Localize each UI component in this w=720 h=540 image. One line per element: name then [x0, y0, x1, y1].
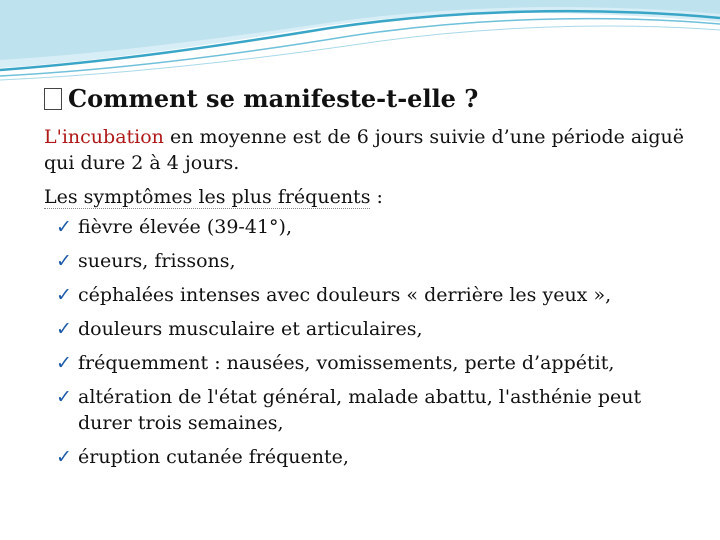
- header-wave-decoration: [0, 0, 720, 90]
- check-icon: ✓: [56, 318, 72, 340]
- list-item: ✓ céphalées intenses avec douleurs « derrière les yeux »,: [56, 284, 612, 306]
- list-item: ✓ sueurs, frissons,: [56, 250, 236, 272]
- list-item: ✓ altération de l'état général, malade abattu, l'asthénie peut durer trois semaines,: [56, 386, 642, 434]
- check-icon: ✓: [56, 352, 72, 374]
- symptoms-heading: [44, 184, 694, 210]
- check-icon: ✓: [56, 216, 72, 238]
- incubation-paragraph: [44, 124, 694, 176]
- check-icon: ✓: [56, 386, 72, 408]
- check-icon: ✓: [56, 284, 72, 306]
- list-item: ✓ fièvre élevée (39-41°),: [56, 216, 292, 238]
- symptoms-list: [44, 214, 694, 470]
- symptoms-label: Les symptômes les plus fréquents: [44, 186, 371, 208]
- slide-body: [44, 124, 694, 478]
- slide-title-text: Comment se manifeste-t-elle ?: [68, 84, 479, 113]
- symptoms-suffix: :: [370, 186, 383, 208]
- list-item: ✓ douleurs musculaire et articulaires,: [56, 318, 423, 340]
- list-item: ✓ fréquemment : nausées, vomissements, perte d’appétit,: [56, 352, 615, 374]
- check-icon: ✓: [56, 250, 72, 272]
- incubation-highlight: L'incubation: [44, 126, 164, 148]
- check-icon: ✓: [56, 446, 72, 468]
- list-item: ✓ éruption cutanée fréquente,: [56, 446, 349, 468]
- incubation-text: en moyenne est de 6 jours suivie d’une période aiguë qui dure 2 à 4 jours.: [44, 126, 684, 174]
- slide-title: [44, 84, 478, 113]
- missing-glyph-icon: [44, 88, 62, 110]
